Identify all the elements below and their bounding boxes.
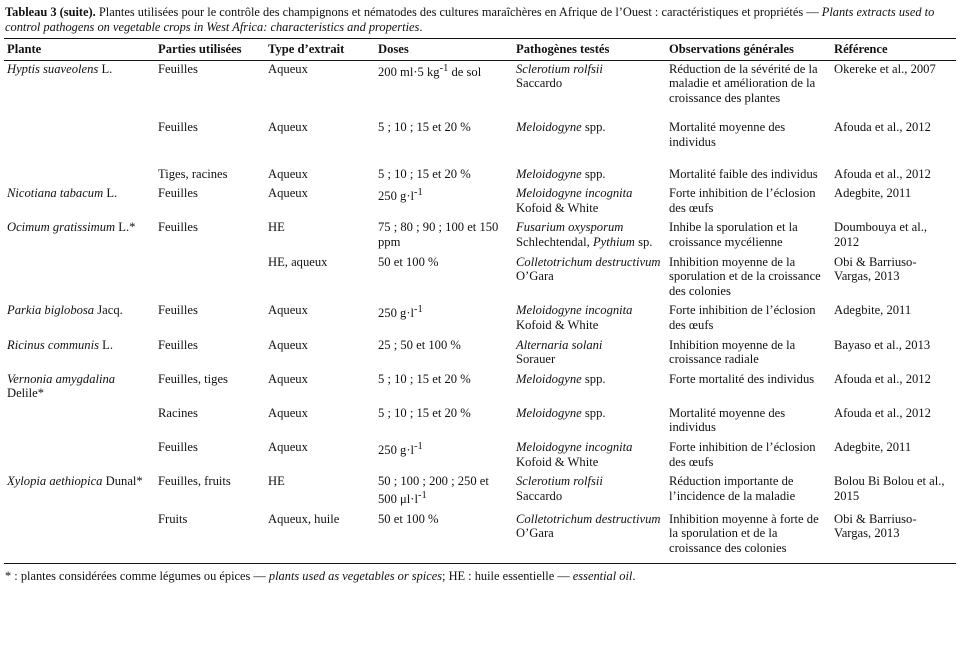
dose-value: 5 ; 10 ; 15 et 20 %: [378, 371, 471, 386]
plant-authority: Jacq.: [94, 303, 123, 318]
table-row: [4, 60, 956, 119]
pathogen-authority: Kofoid & White: [516, 454, 599, 469]
cell-reference: Obi & Barriuso-Vargas, 2013: [831, 511, 956, 564]
pathogen-authority: spp.: [581, 120, 606, 135]
pathogen-authority: spp.: [581, 405, 606, 420]
pathogen-authority: Kofoid & White: [516, 200, 599, 215]
plant-name: Hyptis suaveolens: [7, 61, 99, 76]
dose-value: 250 g·l: [378, 443, 415, 458]
footnote-en1: plants used as vegetables or spices: [268, 569, 443, 584]
table-row: [4, 254, 956, 303]
plant-name: Ocimum gratissimum: [7, 220, 116, 235]
cell-pathogen: [513, 405, 666, 439]
pathogen-name: Meloidogyne: [516, 166, 582, 181]
pathogen-name: Alternaria solani: [516, 337, 603, 352]
header-plante: Plante: [4, 39, 155, 61]
dose-value: 50 et 100 %: [378, 254, 439, 269]
header-observations: Observations générales: [666, 39, 831, 61]
cell-dose: [375, 371, 513, 405]
dose-value: 250 g·l: [378, 189, 415, 204]
cell-reference: Obi & Barriuso-Vargas, 2013: [834, 254, 917, 284]
pathogen-name: Sclerotium rolfsii: [516, 61, 603, 76]
footnote-end: .: [632, 569, 636, 584]
cell-reference: Doumbouya et al., 2012: [834, 220, 928, 249]
caption-end: .: [419, 20, 423, 34]
dose-value: 5 ; 10 ; 15 et 20 %: [378, 166, 471, 181]
cell-parts: Feuilles: [158, 220, 198, 235]
cell-parts: Feuilles: [158, 61, 198, 76]
table-row: [4, 219, 956, 253]
cell-reference: Bolou Bi Bolou et al., 2015: [834, 474, 945, 503]
cell-parts: Tiges, racines: [158, 166, 228, 181]
dose-value: 5 ; 10 ; 15 et 20 %: [378, 120, 471, 135]
cell-type: Aqueux: [268, 61, 308, 76]
pathogen-name: Colletotrichum destructivum: [516, 254, 661, 269]
plants-table: [4, 38, 956, 564]
pathogen-name: Meloidogyne incognita: [516, 186, 633, 201]
cell-observations: Forte inhibition de l’éclosion des œufs: [669, 186, 816, 215]
cell-dose: [375, 254, 513, 303]
cell-pathogen: [513, 166, 666, 186]
cell-plant: [4, 219, 155, 253]
dose-value: 75 ; 80 ; 90 ; 100 et 150 ppm: [378, 220, 499, 249]
table-row: [4, 185, 956, 219]
cell-parts: Feuilles, tiges: [158, 371, 228, 386]
cell-dose: [375, 302, 513, 336]
pathogen-authority: O’Gara: [516, 269, 554, 284]
cell-observations: Forte inhibition de l’éclosion des œufs: [669, 440, 816, 469]
plant-name: Vernonia amygdalina: [7, 371, 116, 386]
cell-pathogen: [513, 254, 666, 303]
cell-type: Aqueux: [268, 440, 308, 455]
pathogen-authority: spp.: [581, 371, 606, 386]
cell-dose: [375, 119, 513, 165]
cell-pathogen: [513, 473, 666, 510]
table-row: [4, 119, 956, 165]
cell-dose: [375, 166, 513, 186]
plant-authority: L.*: [115, 220, 136, 235]
cell-pathogen: [513, 371, 666, 405]
cell-observations: Inhibition moyenne de la croissance radiale: [669, 337, 796, 367]
pathogen-authority: Kofoid & White: [516, 317, 599, 332]
header-type: Type d’extrait: [265, 39, 375, 61]
header-row: [4, 39, 956, 61]
cell-parts: Feuilles: [158, 337, 198, 352]
caption-french: Plantes utilisées pour le contrôle des champignons et nématodes des cultures maraîchères en Afrique de l’Ouest : caractéristiques et propriétés —: [95, 5, 822, 19]
cell-observations: Inhibition moyenne à forte de la sporulation et de la croissance des colonies: [666, 511, 831, 564]
header-parties: Parties utilisées: [155, 39, 265, 61]
table-caption: [4, 5, 956, 35]
table-body: [4, 60, 956, 564]
footnote-en2: essential oil: [572, 569, 633, 584]
cell-dose: [375, 405, 513, 439]
footnote: [4, 569, 956, 584]
dose-value: 5 ; 10 ; 15 et 20 %: [378, 405, 471, 420]
table-row: [4, 337, 956, 371]
cell-plant: [4, 511, 155, 564]
cell-plant: [4, 473, 155, 510]
dose-value: 25 ; 50 et 100 %: [378, 337, 461, 352]
dose-exponent: -1: [414, 187, 423, 199]
caption-label: Tableau 3 (suite).: [5, 5, 96, 19]
cell-pathogen: [513, 337, 666, 371]
cell-plant: [4, 119, 155, 165]
pathogen-name: Meloidogyne incognita: [516, 303, 633, 318]
cell-dose: [375, 60, 513, 119]
cell-pathogen: [513, 219, 666, 253]
cell-dose: [375, 473, 513, 510]
dose-exponent: -1: [439, 62, 449, 74]
plant-name: Ricinus communis: [7, 337, 99, 352]
cell-observations: Forte mortalité des individus: [669, 371, 815, 386]
plant-name: Nicotiana tabacum: [7, 186, 104, 201]
dose-value: 200 ml·5 kg: [378, 64, 440, 79]
dose-value: 250 g·l: [378, 306, 415, 321]
cell-parts: [155, 254, 265, 303]
cell-dose: [375, 219, 513, 253]
cell-parts: Feuilles, fruits: [158, 474, 231, 489]
cell-type: Aqueux, huile: [265, 511, 375, 564]
cell-plant: [4, 337, 155, 371]
cell-observations: Inhibe la sporulation et la croissance mycélienne: [669, 220, 798, 249]
pathogen-name: Sclerotium rolfsii: [516, 474, 603, 489]
caption-english: Plants extracts used to control pathogens on vegetable crops in West Africa: characteristics and properties: [5, 5, 935, 34]
cell-reference: Afouda et al., 2012: [834, 166, 931, 181]
cell-type: Aqueux: [268, 166, 308, 181]
cell-type: HE: [268, 474, 285, 489]
dose-value: 50 ; 100 ; 200 ; 250 et 500 μl·l: [378, 474, 489, 507]
dose-value: 50 et 100 %: [378, 511, 439, 526]
cell-observations: Mortalité moyenne des individus: [669, 405, 786, 435]
pathogen-authority: Saccardo: [516, 488, 563, 503]
table-row: [4, 371, 956, 405]
table-row: [4, 405, 956, 439]
cell-reference: Afouda et al., 2012: [834, 405, 931, 420]
header-pathogenes: Pathogènes testés: [513, 39, 666, 61]
cell-observations: Réduction de la sévérité de la maladie et amélioration de la croissance des plantes: [669, 61, 818, 105]
plant-authority: L.: [98, 61, 113, 76]
cell-plant: [4, 254, 155, 303]
pathogen-authority: Sorauer: [516, 352, 556, 367]
cell-pathogen: [513, 302, 666, 336]
plant-authority: L.: [103, 186, 118, 201]
cell-type: HE, aqueux: [268, 254, 328, 269]
cell-pathogen: [513, 439, 666, 473]
pathogen-name: Meloidogyne: [516, 120, 582, 135]
cell-observations: Forte inhibition de l’éclosion des œufs: [669, 303, 816, 332]
cell-pathogen: [513, 60, 666, 119]
pathogen-name: Fusarium oxysporum: [516, 220, 624, 235]
cell-dose: [375, 511, 513, 564]
cell-plant: [4, 185, 155, 219]
cell-reference: Bayaso et al., 2013: [834, 337, 931, 352]
cell-type: HE: [268, 220, 285, 235]
cell-parts: Feuilles: [158, 303, 198, 318]
cell-parts: Fruits: [155, 511, 265, 564]
cell-pathogen: [513, 119, 666, 165]
cell-type: Aqueux: [268, 405, 308, 420]
cell-parts: Racines: [158, 405, 198, 420]
table-row: [4, 511, 956, 564]
plant-authority: L.: [99, 337, 113, 352]
footnote-fr2: ; HE : huile essentielle —: [442, 569, 573, 584]
cell-type: Aqueux: [268, 120, 308, 135]
plant-name: Xylopia aethiopica: [7, 474, 103, 489]
cell-plant: [4, 60, 155, 119]
pathogen-name: Meloidogyne: [516, 405, 582, 420]
cell-parts: Feuilles: [158, 186, 198, 201]
cell-reference: Afouda et al., 2012: [834, 120, 931, 135]
cell-reference: Adegbite, 2011: [834, 440, 912, 455]
cell-type: Aqueux: [268, 337, 308, 352]
pathogen-authority: Schlechtendal,: [516, 234, 593, 249]
table-row: [4, 166, 956, 186]
header-doses: Doses: [375, 39, 513, 61]
pathogen-authority: Saccardo: [516, 76, 563, 91]
plant-authority: Dunal*: [102, 474, 143, 489]
pathogen-authority-2: sp.: [634, 234, 653, 249]
pathogen-name: Meloidogyne: [516, 371, 582, 386]
plant-authority: Delile*: [7, 386, 45, 401]
cell-dose: [375, 337, 513, 371]
plant-name: Parkia biglobosa: [7, 303, 95, 318]
table-row: [4, 439, 956, 473]
dose-exponent: -1: [417, 489, 427, 501]
table-row: [4, 302, 956, 336]
cell-observations: Mortalité faible des individus: [669, 166, 818, 181]
cell-pathogen: [513, 511, 666, 564]
cell-plant: [4, 439, 155, 473]
pathogen-name: Colletotrichum destructivum: [516, 511, 661, 526]
cell-reference: Okereke et al., 2007: [834, 61, 936, 76]
pathogen-authority: spp.: [581, 166, 606, 181]
cell-plant: [4, 166, 155, 186]
cell-plant: [4, 371, 155, 405]
cell-type: Aqueux: [268, 186, 308, 201]
dose-exponent: -1: [414, 304, 423, 316]
cell-observations: Réduction importante de l’incidence de la maladie: [669, 474, 796, 503]
cell-parts: Feuilles: [158, 120, 198, 135]
cell-observations: Mortalité moyenne des individus: [669, 120, 786, 149]
cell-observations: Inhibition moyenne de la sporulation et de la croissance des colonies: [669, 254, 821, 298]
cell-plant: [4, 302, 155, 336]
cell-dose: [375, 439, 513, 473]
header-reference: Référence: [831, 39, 956, 61]
cell-reference: Afouda et al., 2012: [834, 371, 931, 386]
cell-type: Aqueux: [268, 371, 308, 386]
cell-reference: Adegbite, 2011: [834, 186, 912, 201]
pathogen-authority: O’Gara: [516, 526, 554, 541]
cell-pathogen: [513, 185, 666, 219]
dose-unit: de sol: [448, 64, 482, 79]
footnote-fr1: * : plantes considérées comme légumes ou épices —: [5, 569, 269, 584]
cell-dose: [375, 185, 513, 219]
pathogen-name-2: Pythium: [592, 234, 635, 249]
cell-parts: Feuilles: [158, 440, 198, 455]
pathogen-name: Meloidogyne incognita: [516, 440, 633, 455]
cell-type: Aqueux: [268, 303, 308, 318]
dose-exponent: -1: [414, 441, 423, 453]
table-row: [4, 473, 956, 510]
cell-plant: [4, 405, 155, 439]
cell-reference: Adegbite, 2011: [834, 303, 912, 318]
